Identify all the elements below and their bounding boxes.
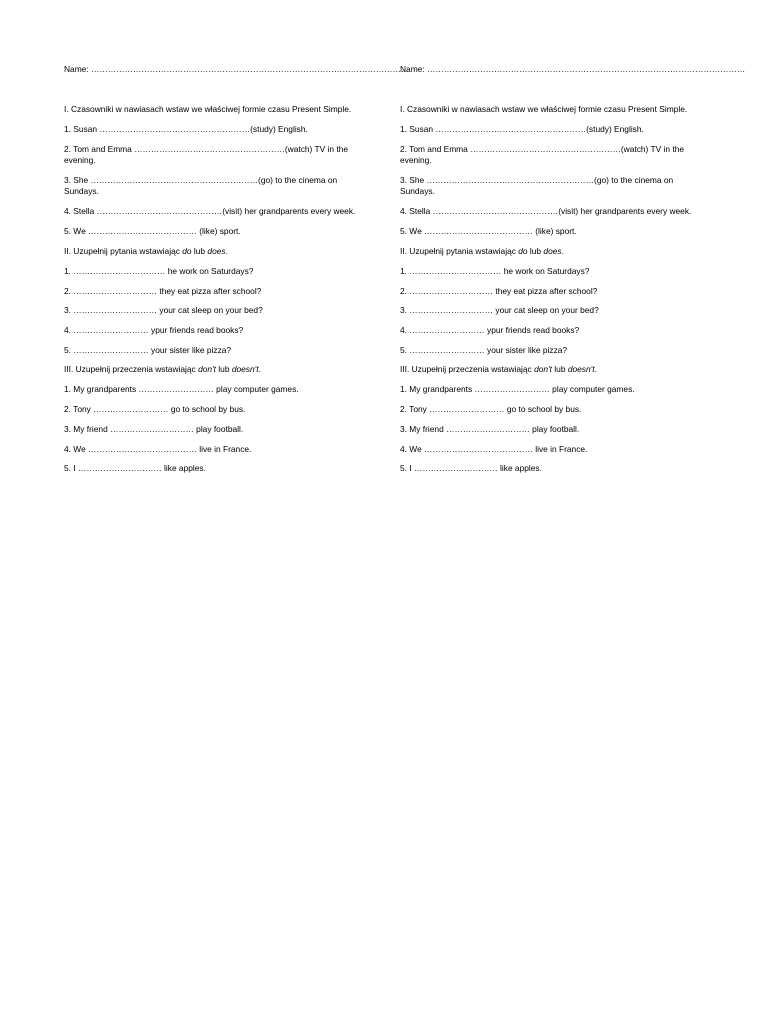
exercise-item: 4. Stella ………………………………………(visit) her grandparents every week.	[64, 206, 356, 216]
heading-text: .	[225, 246, 228, 256]
heading-keyword: doesn't	[231, 364, 259, 375]
heading-text: lub	[193, 246, 206, 256]
exercise-item: 3. She ……………………………………………………(go) to the cinema on Sundays.	[400, 175, 674, 196]
section-1-heading: I. Czasowniki w nawiasach wstaw we właściwej formie czasu Present Simple.	[400, 104, 688, 114]
exercise-item: 2. Tom and Emma ………………………………………………(watch) TV in the evening.	[400, 144, 685, 165]
heading-text: lub	[554, 364, 566, 375]
exercise-item: 1. …………………………… he work on Saturdays?	[64, 266, 254, 276]
heading-keyword: does	[543, 246, 562, 256]
heading-keyword: does	[207, 246, 226, 256]
exercise-item: 5. ……………………… your sister like pizza?	[400, 344, 568, 355]
heading-keyword: do	[518, 246, 528, 256]
section-3	[64, 364, 370, 474]
section-3-heading	[400, 364, 706, 375]
heading-keyword: do	[182, 246, 192, 256]
heading-text: III. Uzupełnij przeczenia wstawiając	[400, 364, 532, 375]
exercise-item: 3. She ……………………………………………………(go) to the cinema on Sundays.	[64, 175, 338, 196]
heading-text: lub	[218, 364, 230, 375]
section-2	[400, 246, 706, 356]
section-1	[400, 104, 706, 237]
exercise-item: 1. …………………………… he work on Saturdays?	[400, 266, 590, 276]
exercise-item: 1. My grandparents ……………………… play computer games.	[400, 384, 635, 395]
heading-text: .	[561, 246, 564, 256]
exercise-item: 4. We ………………………………… live in France.	[400, 443, 588, 454]
worksheet-copy-right	[400, 64, 746, 483]
exercise-item: 2. Tom and Emma ………………………………………………(watch) TV in the evening.	[64, 144, 349, 165]
section-3-heading	[64, 364, 370, 375]
section-1	[64, 104, 370, 237]
heading-text: II. Uzupełnij pytania wstawiając	[64, 246, 180, 256]
heading-keyword: don't	[198, 364, 216, 375]
section-2-heading	[64, 246, 370, 257]
exercise-item: 5. ……………………… your sister like pizza?	[64, 344, 232, 355]
exercise-item: 3. My friend ………………………… play football.	[400, 423, 580, 434]
name-field: Name: ……………………………………………………………………………………………………	[64, 64, 410, 74]
exercise-item: 3. ………………………… your cat sleep on your bed?	[400, 305, 599, 316]
exercise-item: 1. Susan ………………………………………………(study) English.	[400, 124, 644, 134]
heading-text: II. Uzupełnij pytania wstawiając	[400, 246, 516, 256]
section-2-heading	[400, 246, 706, 257]
section-1-heading: I. Czasowniki w nawiasach wstaw we właściwej formie czasu Present Simple.	[64, 104, 352, 114]
exercise-item: 4. We ………………………………… live in France.	[64, 443, 252, 454]
exercise-item: 2. Tony ……………………… go to school by bus.	[64, 404, 246, 415]
section-3	[400, 364, 706, 474]
heading-keyword: don't	[534, 364, 552, 375]
heading-text: .	[258, 364, 261, 375]
exercise-item: 2. ………………………… they eat pizza after school?	[400, 285, 598, 296]
exercise-item: 2. ………………………… they eat pizza after school?	[64, 285, 262, 296]
heading-keyword: doesn't	[567, 364, 595, 375]
heading-text: .	[594, 364, 597, 375]
exercise-item: 3. My friend ………………………… play football.	[64, 423, 244, 434]
exercise-item: 4. ……………………… ypur friends read books?	[400, 325, 580, 336]
section-2	[64, 246, 370, 356]
exercise-item: 5. We ………………………………… (like) sport.	[64, 226, 241, 236]
exercise-item: 1. Susan ………………………………………………(study) English.	[64, 124, 308, 134]
worksheet-copy-left	[64, 64, 410, 483]
exercise-item: 1. My grandparents ……………………… play computer games.	[64, 384, 299, 395]
exercise-item: 5. I ………………………… like apples.	[400, 463, 542, 474]
name-field: Name: ……………………………………………………………………………………………………	[400, 64, 746, 74]
exercise-item: 4. Stella ………………………………………(visit) her grandparents every week.	[400, 206, 692, 216]
heading-text: lub	[529, 246, 542, 256]
exercise-item: 5. I ………………………… like apples.	[64, 463, 206, 474]
exercise-item: 2. Tony ……………………… go to school by bus.	[400, 404, 582, 415]
exercise-item: 5. We ………………………………… (like) sport.	[400, 226, 577, 236]
exercise-item: 4. ……………………… ypur friends read books?	[64, 325, 244, 336]
heading-text: III. Uzupełnij przeczenia wstawiając	[64, 364, 196, 375]
exercise-item: 3. ………………………… your cat sleep on your bed?	[64, 305, 263, 316]
